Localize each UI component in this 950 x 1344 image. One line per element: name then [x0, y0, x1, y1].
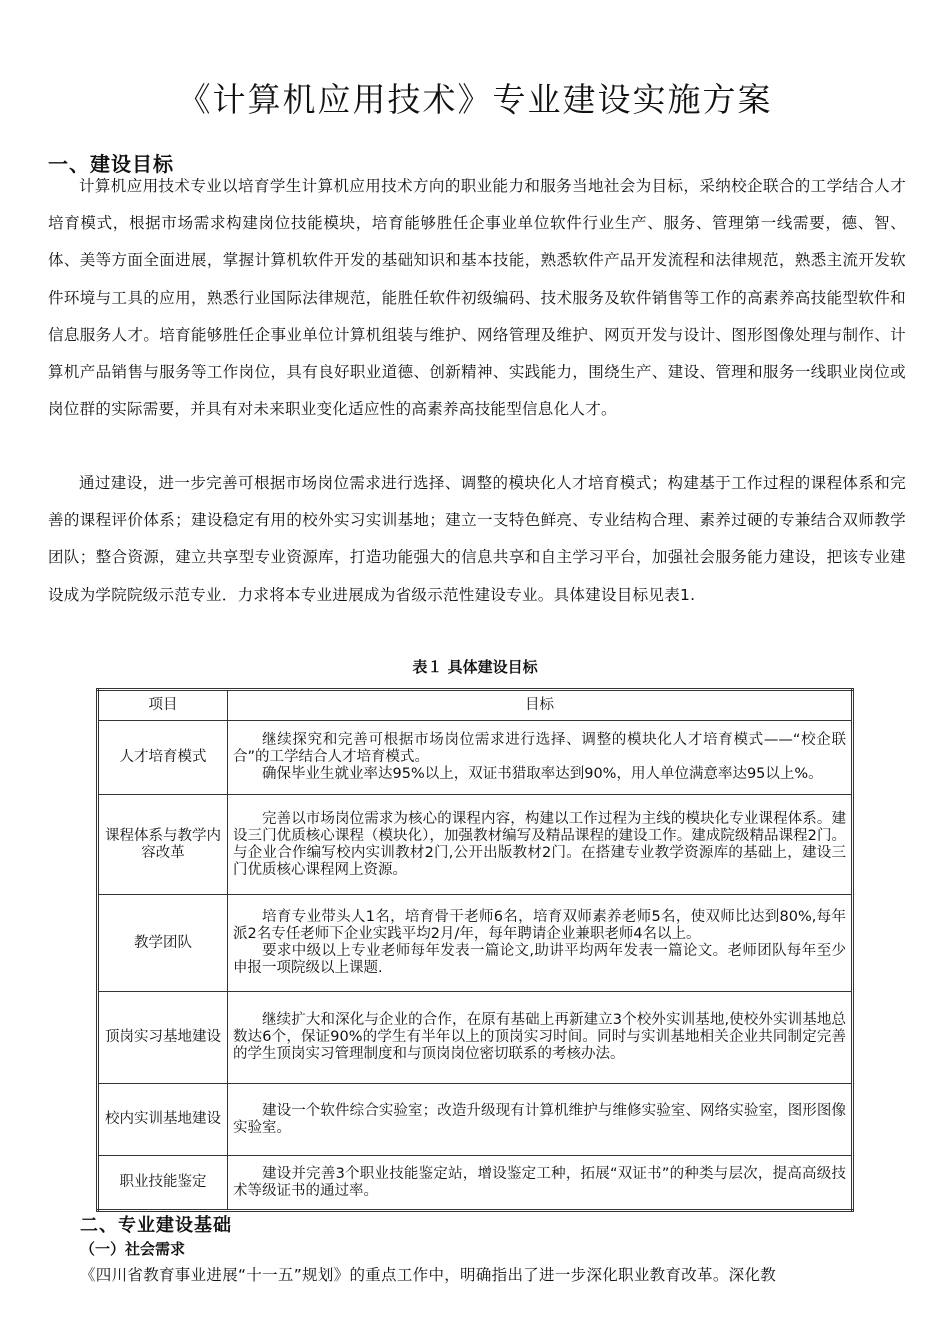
- goals-table: [96, 688, 854, 1212]
- table-row: [98, 795, 853, 895]
- table-header-item: 项目: [98, 690, 228, 721]
- goal-text: 建设一个软件综合实验室；改造升级现有计算机维护与维修实验室、网络实验室，图形图像实验室。: [233, 1102, 846, 1136]
- goal-text: 要求中级以上专业老师每年发表一篇论文,助讲平均两年发表一篇论文。老师团队每年至少申报一项院级以上课题.: [233, 943, 846, 976]
- table-row: [98, 992, 853, 1084]
- section-heading-goals: 一、建设目标: [48, 152, 174, 176]
- goals-paragraph-2: 通过建设，进一步完善可根据市场岗位需求进行选择、调整的模块化人才培育模式；构建基于工作过程的课程体系和完善的课程评价体系；建设稳定有用的校外实习实训基地；建立一支特色鲜亮、专业结构合理、素养过硬的专兼结合双师教学团队；整合资源，建立共享型专业资源库，打造功能强大的信息共享和自主学习平台，加强社会服务能力建设，把该专业建设成为学院院级示范专业．力求将本专业进展成为省级示范性建设专业。具体建设目标见表1.: [48, 474, 906, 604]
- goal-text: 培育专业带头人1名，培育骨干老师6名，培育双师素养老师5名，使双师比达到80%,每年派2名专任老师下企业实践平均2月/年，每年聘请企业兼职老师4名以上。: [233, 909, 846, 942]
- row-item-campus-training-base: 校内实训基地建设: [98, 1084, 228, 1156]
- row-item-teaching-team: 教学团队: [98, 895, 228, 992]
- subsection-heading-social-demand: （一）社会需求: [80, 1240, 186, 1258]
- document-title: 《计算机应用技术》专业建设实施方案: [177, 80, 773, 120]
- row-item-internship-base: 顶岗实习基地建设: [98, 992, 228, 1084]
- row-goal-cell: [228, 1156, 853, 1211]
- table-header-row: [98, 690, 853, 721]
- section-heading-foundation: 二、专业建设基础: [80, 1215, 232, 1236]
- row-goal-cell: [228, 795, 853, 895]
- row-goal-cell: [228, 721, 853, 795]
- table-row: [98, 721, 853, 795]
- row-item-talent-model: 人才培育模式: [98, 721, 228, 795]
- goal-text: 继续扩大和深化与企业的合作，在原有基础上再新建立3个校外实训基地,使校外实训基地总数达6个，保证90%的学生有半年以上的顶岗实习时间。同时与实训基地相关企业共同制定完善的学生顶岗实习管理制度和与顶岗岗位密切联系的考核办法。: [233, 1012, 846, 1062]
- table-row: [98, 895, 853, 992]
- goal-text: 完善以市场岗位需求为核心的课程内容，构建以工作过程为主线的模块化专业课程体系。建设三门优质核心课程（模块化），加强教材编写及精品课程的建设工作。建成院级精品课程2门。与企业合作编写校内实训教材2门,公开出版教材2门。在搭建专业教学资源库的基础上，建设三门优质核心课程网上资源。: [233, 810, 846, 878]
- goal-text: 继续探究和完善可根据市场岗位需求进行选择、调整的模块化人才培育模式——“校企联合”的工学结合人才培育模式。: [233, 732, 846, 765]
- row-item-skill-certification: 职业技能鉴定: [98, 1156, 228, 1211]
- goals-paragraph-1: 计算机应用技术专业以培育学生计算机应用技术方向的职业能力和服务当地社会为目标，采纳校企联合的工学结合人才培育模式，根据市场需求构建岗位技能模块，培育能够胜任企事业单位软件行业生产、服务、管理第一线需要，德、智、体、美等方面全面进展，掌握计算机软件开发的基础知识和基本技能，熟悉软件产品开发流程和法律规范，熟悉主流开发软件环境与工具的应用，熟悉行业国际法律规范，能胜任软件初级编码、技术服务及软件销售等工作的高素养高技能型软件和信息服务人才。培育能够胜任企事业单位计算机组装与维护、网络管理及维护、网页开发与设计、图形图像处理与制作、计算机产品销售与服务等工作岗位，具有良好职业道德、创新精神、实践能力，围绕生产、建设、管理和服务一线职业岗位或岗位群的实际需要，并具有对未来职业变化适应性的高素养高技能型信息化人才。: [48, 177, 906, 419]
- row-goal-cell: [228, 895, 853, 992]
- foundation-paragraph-1: 《四川省教育事业进展“十一五”规划》的重点工作中，明确指出了进一步深化职业教育改革。深化教: [80, 1266, 777, 1284]
- row-goal-cell: [228, 992, 853, 1084]
- table-row: [98, 1156, 853, 1211]
- row-item-curriculum: 课程体系与教学内容改革: [98, 795, 228, 895]
- table-caption: 表１ 具体建设目标: [412, 658, 538, 676]
- table-header-goal: 目标: [228, 690, 853, 721]
- goal-text: 建设并完善3个职业技能鉴定站，增设鉴定工种，拓展“双证书”的种类与层次，提高高级技术等级证书的通过率。: [233, 1165, 846, 1199]
- row-goal-cell: [228, 1084, 853, 1156]
- table-row: [98, 1084, 853, 1156]
- goal-text: 确保毕业生就业率达95%以上，双证书猎取率达到90%，用人单位满意率达95以上%。: [262, 766, 823, 782]
